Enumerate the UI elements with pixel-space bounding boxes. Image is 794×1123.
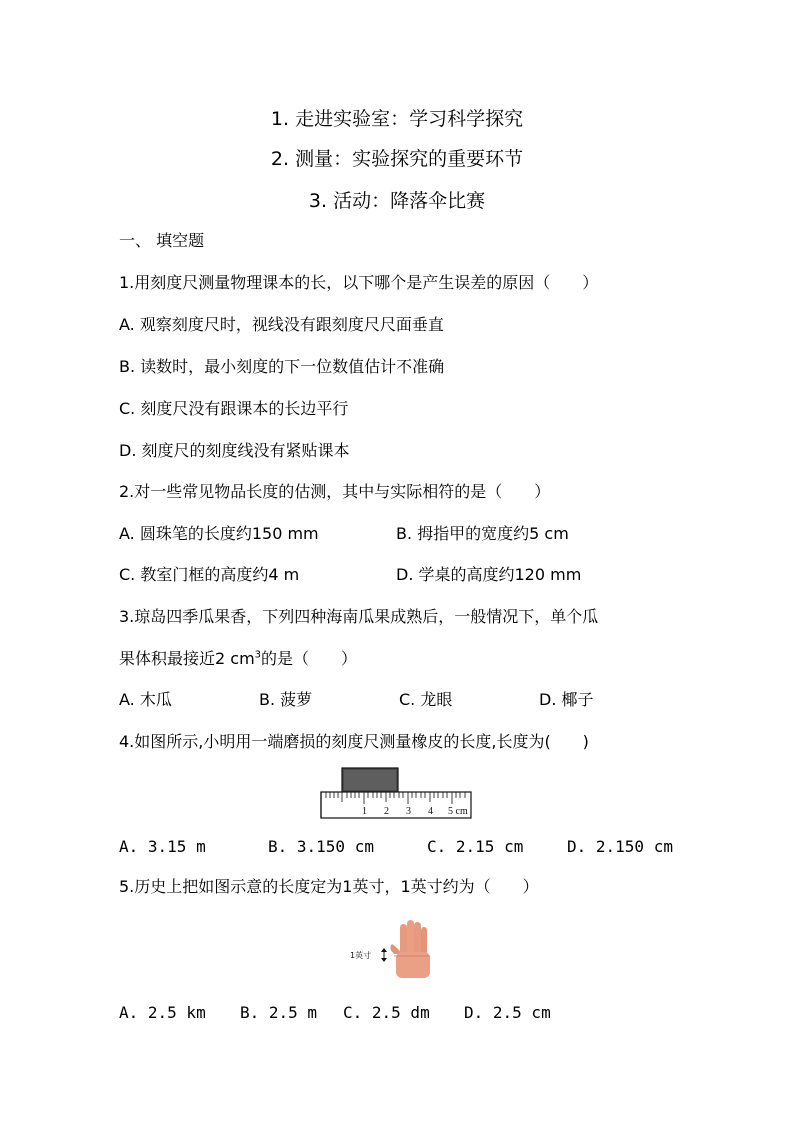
q3-stem-tail: 的是（ ） [261, 649, 358, 668]
hand-inch-figure [350, 918, 440, 980]
ruler-eraser-figure [320, 766, 472, 822]
q2-option-d: D. 学桌的高度约120 mm [396, 565, 582, 584]
q5-option-a: A. 2.5 km [119, 1003, 206, 1022]
q4-option-b: B. 3.150 cm [268, 837, 374, 856]
q2-option-a: A. 圆珠笔的长度约150 mm [119, 524, 319, 543]
hand-illustration [390, 920, 430, 978]
q3-stem-text: 果体积最接近2 cm [119, 649, 255, 668]
q3-option-d: D. 椰子 [539, 690, 594, 709]
q1-option-a: A. 观察刻度尺时，视线没有跟刻度尺尺面垂直 [119, 315, 444, 334]
q5-option-c: C. 2.5 dm [343, 1003, 430, 1022]
ruler-label-2: 2 [384, 806, 389, 817]
q4-option-c: C. 2.15 cm [427, 837, 524, 856]
q4-option-a: A. 3.15 m [119, 837, 206, 856]
q1-stem: 1.用刻度尺测量物理课本的长，以下哪个是产生误差的原因（ ） [119, 273, 599, 292]
q3-option-b: B. 菠萝 [259, 690, 313, 709]
q2-option-c: C. 教室门框的高度约4 m [119, 565, 300, 584]
ruler-label-1: 1 [362, 806, 367, 817]
inch-label: 1英寸 [350, 951, 372, 960]
title-1: 1. 走进实验室：学习科学探究 [270, 108, 524, 130]
ruler-label-4: 4 [428, 806, 433, 817]
eraser-texture [344, 770, 396, 790]
q2-option-b: B. 拇指甲的宽度约5 cm [396, 524, 569, 543]
inch-arrow-down [381, 958, 387, 962]
q4-option-d: D. 2.150 cm [567, 837, 673, 856]
q3-superscript: 3 [254, 649, 262, 661]
q2-stem: 2.对一些常见物品长度的估测，其中与实际相符的是（ ） [119, 482, 551, 501]
q3-option-a: A. 木瓜 [119, 690, 172, 709]
q3-stem-line-2 [119, 648, 357, 670]
inch-arrow-up [381, 948, 387, 952]
q5-option-b: B. 2.5 m [240, 1003, 318, 1022]
title-3: 3. 活动：降落伞比赛 [308, 190, 486, 212]
q1-option-b: B. 读数时，最小刻度的下一位数值估计不准确 [119, 357, 445, 376]
section-heading: 一、 填空题 [119, 231, 205, 250]
ruler-label-5cm: 5 cm [448, 806, 468, 817]
q5-stem: 5.历史上把如图示意的长度定为1英寸，1英寸约为（ ） [119, 877, 539, 896]
title-2: 2. 测量：实验探究的重要环节 [270, 148, 524, 170]
q4-stem: 4.如图所示,小明用一端磨损的刻度尺测量橡皮的长度,长度为( ) [119, 732, 589, 751]
q1-option-d: D. 刻度尺的刻度线没有紧贴课本 [119, 441, 350, 460]
q5-option-d: D. 2.5 cm [464, 1003, 551, 1022]
q3-stem-line-1: 3.琼岛四季瓜果香，下列四种海南瓜果成熟后，一般情况下，单个瓜 [119, 607, 599, 626]
q1-option-c: C. 刻度尺没有跟课本的长边平行 [119, 399, 349, 418]
ruler-label-3: 3 [406, 806, 411, 817]
q3-option-c: C. 龙眼 [399, 690, 453, 709]
